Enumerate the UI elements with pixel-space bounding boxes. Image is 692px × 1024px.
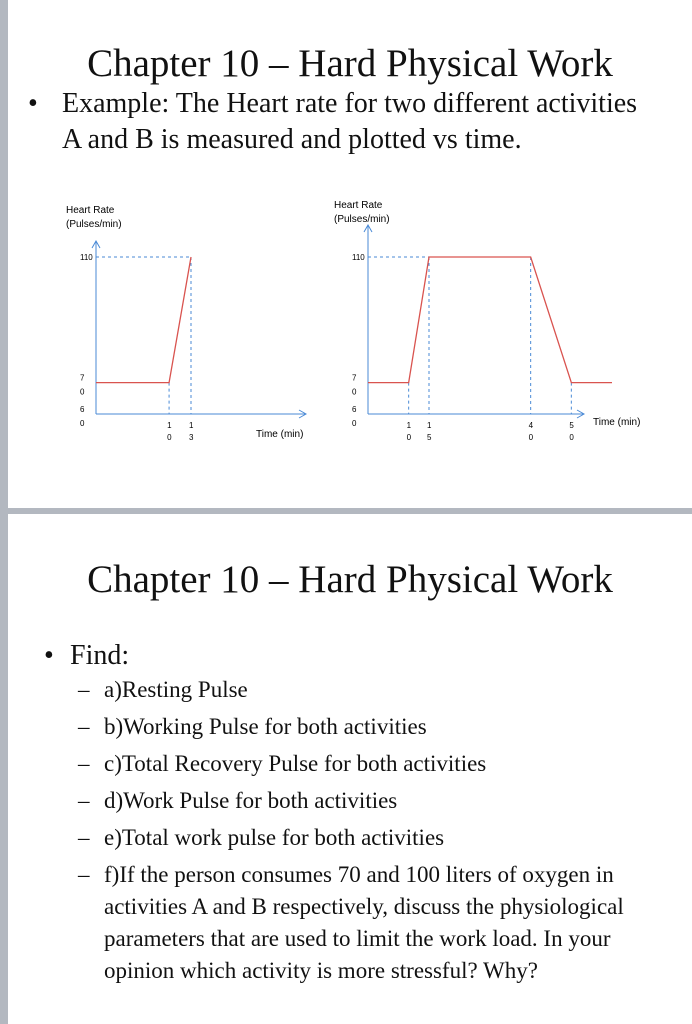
bullet-icon: • xyxy=(28,88,38,119)
y-tick-label: 110 xyxy=(352,253,365,262)
question-text: f)If the person consumes 70 and 100 liters of oxygen in activities A and B respectively, discuss the physiological parameters that are used to limit the work load. In your opinion which activity is more stressful? Why? xyxy=(104,862,624,983)
x-tick-label: 4 xyxy=(528,421,534,430)
y-tick-label: 6 xyxy=(80,405,85,414)
question-text: c)Total Recovery Pulse for both activities xyxy=(104,751,487,776)
x-tick-label: 5 xyxy=(569,421,574,430)
heart-rate-line xyxy=(368,257,612,383)
chart-activity-a xyxy=(56,195,326,450)
chart-a-ylabel-2: (Pulses/min) xyxy=(66,219,122,230)
x-tick-label: 5 xyxy=(427,433,432,442)
x-tick-label: 1 xyxy=(167,421,172,430)
dash-icon: – xyxy=(78,825,90,850)
question-item-d xyxy=(78,785,668,817)
x-tick-label: 0 xyxy=(528,433,534,442)
dash-icon: – xyxy=(78,862,90,887)
y-tick-label: 0 xyxy=(352,387,357,397)
y-tick-label: 0 xyxy=(80,419,85,428)
find-heading: Find: xyxy=(70,640,130,671)
chart-b-xlabel: Time (min) xyxy=(593,417,641,428)
question-item-e xyxy=(78,822,668,854)
question-text: e)Total work pulse for both activities xyxy=(104,825,445,850)
chart-a-ylabel-1: Heart Rate xyxy=(66,205,115,216)
dash-icon: – xyxy=(78,788,90,813)
x-tick-label: 3 xyxy=(189,433,194,442)
chart-a-xlabel: Time (min) xyxy=(256,429,304,440)
y-tick-label: 110 xyxy=(80,253,93,262)
question-item-c xyxy=(78,748,668,780)
dash-icon: – xyxy=(78,677,90,702)
question-list xyxy=(78,674,668,992)
example-text: Example: The Heart rate for two different activities A and B is measured and plotted vs time. xyxy=(62,88,638,155)
x-tick-label: 0 xyxy=(406,433,412,442)
chart-activity-b xyxy=(326,195,692,465)
question-text: b)Working Pulse for both activities xyxy=(104,714,427,739)
x-tick-label: 1 xyxy=(427,421,432,430)
y-tick-label: 7 xyxy=(352,373,357,383)
chart-b-ylabel-2: (Pulses/min) xyxy=(334,214,390,225)
x-tick-label: 0 xyxy=(569,433,574,442)
slide-2 xyxy=(8,514,692,1024)
question-item-f xyxy=(78,859,668,987)
question-item-a xyxy=(78,674,668,706)
question-text: d)Work Pulse for both activities xyxy=(104,788,398,813)
y-tick-label: 0 xyxy=(352,419,357,428)
x-tick-label: 1 xyxy=(406,421,412,430)
heart-rate-line xyxy=(96,257,191,383)
dash-icon: – xyxy=(78,714,90,739)
x-tick-label: 0 xyxy=(167,433,172,442)
dash-icon: – xyxy=(78,751,90,776)
slide-1-title: Chapter 10 – Hard Physical Work xyxy=(87,42,613,85)
bullet-icon: • xyxy=(44,640,54,671)
slide-2-title: Chapter 10 – Hard Physical Work xyxy=(87,558,613,601)
question-text: a)Resting Pulse xyxy=(104,677,248,702)
y-tick-label: 6 xyxy=(352,405,357,414)
y-tick-label: 7 xyxy=(80,373,85,383)
x-tick-label: 1 xyxy=(189,421,194,430)
slide-1 xyxy=(8,0,692,508)
y-tick-label: 0 xyxy=(80,387,85,397)
chart-b-ylabel-1: Heart Rate xyxy=(334,200,383,211)
question-item-b xyxy=(78,711,668,743)
